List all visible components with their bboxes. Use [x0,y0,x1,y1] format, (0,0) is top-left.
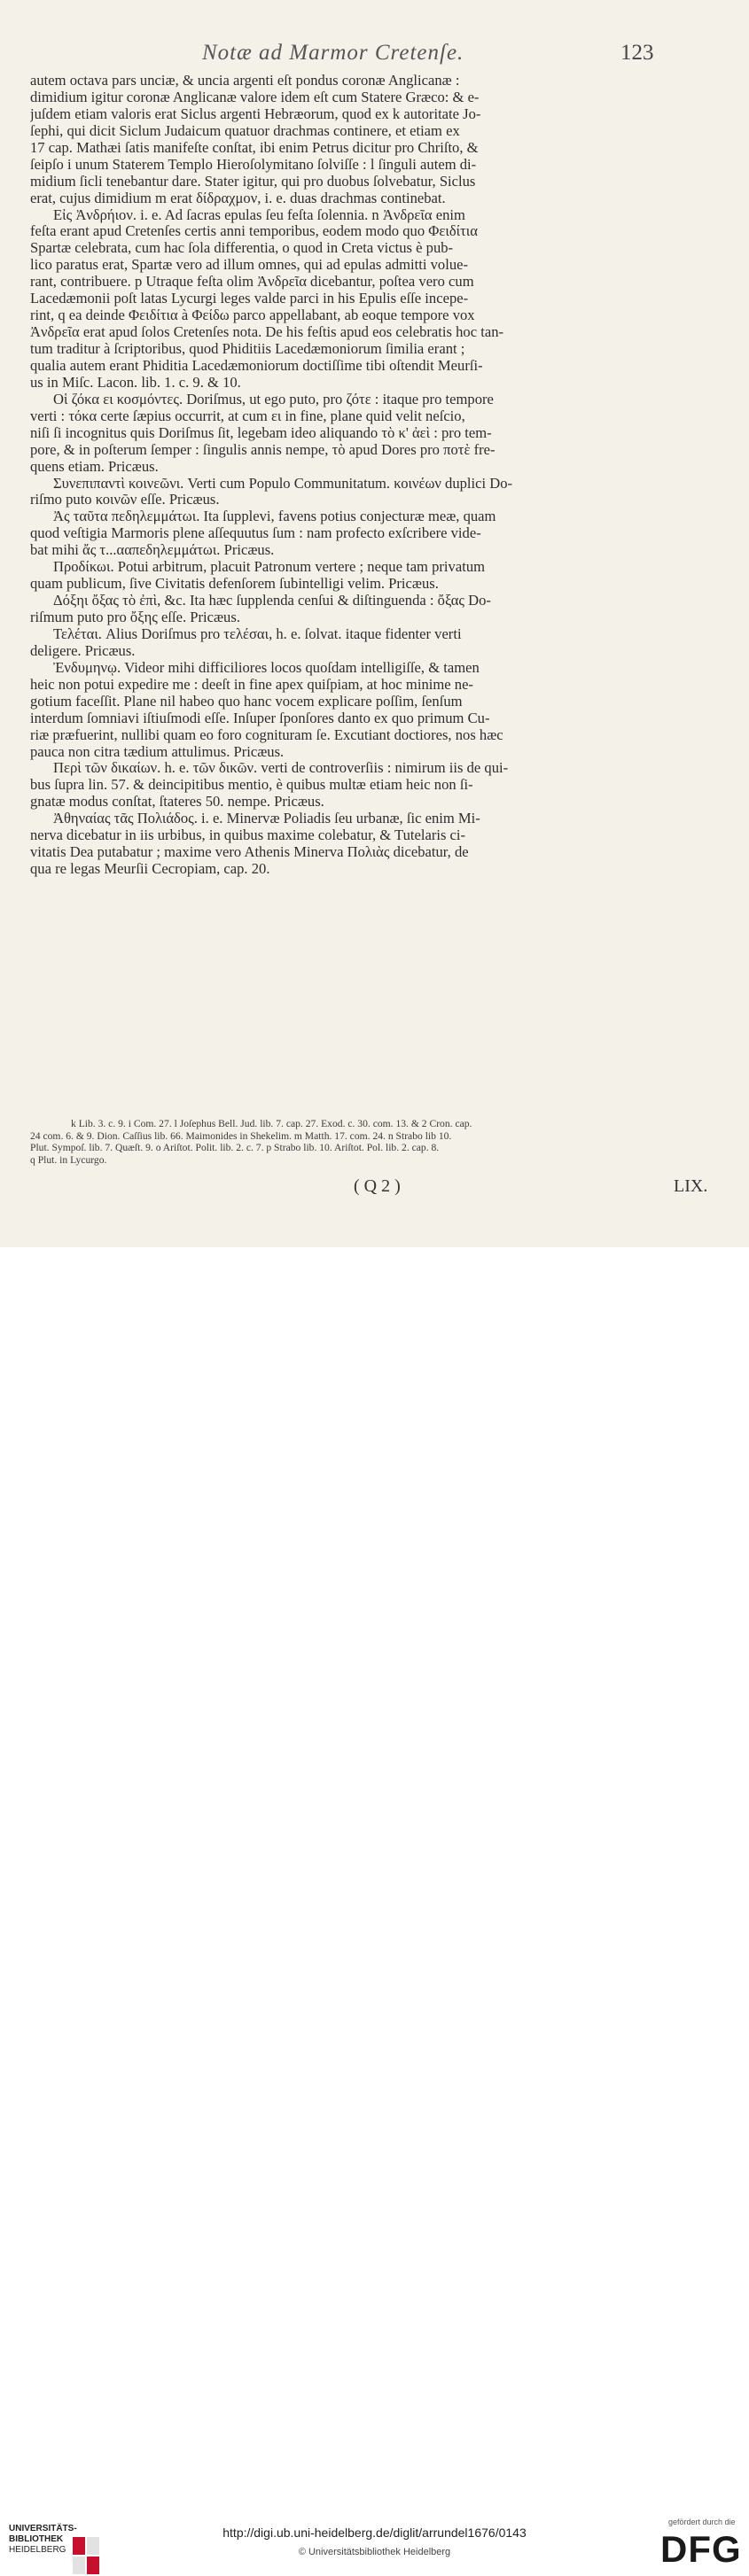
footnotes [30,1118,720,1166]
text-line: Εἰς Ἀνδρήιον. i. e. Ad ſacras epulas ſeu feſta ſolennia. n Ἀνδρεῖα enim [53,206,465,223]
text-line: ſephi, qui dicit Siclum Judaicum quatuor drachmas continere, et etiam ex [30,122,460,139]
text-line: Spartæ celebrata, cum hac ſola differentia, o quod in Creta victus è pub- [30,240,454,257]
copyright-notice: © Universitätsbibliothek Heidelberg [298,2547,451,2557]
text-line: Προδίκωι. Potui arbitrum, placuit Patronum vertere ; neque tam privatum [53,559,486,576]
text-line: Οἱ ζόκα ει κοσμόντες. Doriſmus, ut ego puto, pro ζότε : itaque pro tempore [53,391,494,407]
text-line: Ἐνδυμηνῳ. Videor mihi difficiliores locos quoſdam intelligiſſe, & tamen [53,659,480,676]
footnote-line: q Plut. in Lycurgo. [30,1153,107,1166]
text-line: niſi ſi incognitus quis Doriſmus ſit, legebam ideo aliquando τὸ κ' ἀεὶ : pro tem- [30,424,492,441]
text-line: Περὶ τῶν δικαίων. h. e. τῶν δικῶν. verti de controverſiis : nimirum iis de qui- [53,760,509,777]
digitization-footer [0,1247,749,2570]
dfg-logo: DFG [660,2528,742,2570]
page-number: 123 [620,41,654,65]
text-line: riſmum puto pro ὄξης eſſe. Pricæus. [30,609,240,625]
text-line: Δόξηι ὄξας τὸ ἐπὶ, &c. Ita hæc ſupplenda cenſui & diſtinguenda : ὄξας Do- [53,593,491,609]
document-url[interactable]: http://digi.ub.uni-heidelberg.de/diglit/arrundel1676/0143 [222,2526,527,2540]
running-title: Notæ ad Marmor Cretenſe. [202,41,464,65]
text-line: vitatis Dea putabatur ; maxime vero Athenis Minerva Πολιὰς dicebatur, de [30,844,469,861]
text-line: quod veſtigia Marmoris plene aſſequutus ſum : nam profecto exſcribere vide- [30,525,481,542]
text-line: riſmo puto κοινῶν eſſe. Pricæus. [30,492,220,508]
signature-mark: ( Q 2 ) [354,1176,401,1196]
text-line: gnatæ modus conſtat, ſtateres 50. nempe. Pricæus. [30,794,324,811]
text-line: Ἀθηναίας τᾶς Πολιάδος. i. e. Minervæ Poliadis ſeu urbanæ, ſic enim Mi- [53,811,480,827]
funder-label: gefördert durch die [668,2518,736,2526]
text-line: tum traditur à ſcriptoribus, quod Phiditiis Lacedæmoniorum ſimilia erant ; [30,341,465,357]
text-line: gotium faceſſit. Plane nil habeo quo hanc vocem explicare poſſim, ſenſum [30,693,463,710]
text-line: qualia autem erant Phiditia Lacedæmoniorum doctiſſime tibi oſtendit Meurſi- [30,357,483,374]
text-line: rant, contribuere. p Utraque feſta olim Ἀνδρεῖα dicebantur, poſtea vero cum [30,274,474,291]
text-line: Lacedæmonii poſt latas Lycurgi leges valde parci in his Epulis eſſe incepe- [30,291,469,307]
text-line: 17 cap. Mathæi ſatis manifeſte conſtat, ibi enim Petrus dicitur pro Chriſto, & [30,139,479,156]
library-name-line: UNIVERSITÄTS- [9,2524,77,2533]
text-line: Ἀνδρεῖα erat apud ſolos Cretenſes nota. De his feſtis apud eos celebratis hoc tan- [30,324,504,341]
text-line: interdum ſomniavi iſtiuſmodi eſſe. Inſuper ſponſores danto ex quo primum Cu- [30,710,490,726]
text-line: autem octava pars unciæ, & uncia argenti eſt pondus coronæ Anglicanæ : [30,73,460,89]
footnote-line: 24 com. 6. & 9. Dion. Caſſius lib. 66. Maimonides in Shekelim. m Matth. 17. com. 24. n Strabo lib 10. [30,1129,452,1142]
text-line: quam publicum, ſive Civitatis defenſorem ſubintelligi velim. Pricæus. [30,576,439,593]
text-line: midium ſicli tenebantur dare. Stater igitur, qui pro duobus ſolvebatur, Siclus [30,173,476,190]
text-line: qua re legas Meurſii Cecropiam, cap. 20. [30,861,270,878]
library-name-line: BIBLIOTHEK [9,2534,64,2544]
footnote-line: k Lib. 3. c. 9. i Com. 27. l Joſephus Bell. Jud. lib. 7. cap. 27. Exod. c. 30. com. 13. & 2 Cron. cap. [71,1118,472,1129]
text-line: riæ præfuerint, nullibi quam eo foro cognituram ſe. Excutiant doctiores, nos hæc [30,726,503,743]
text-line: Συνεπιπαντὶ κοινεῶνι. Verti cum Populo Communitatum. κοινέων duplici Do- [53,475,513,492]
text-line: bus ſupra lin. 57. & deincipitibus mentio, è quibus multæ etiam heic non ſi- [30,777,473,794]
library-name-line: HEIDELBERG [9,2545,66,2555]
text-line: pauca non citra tædium attulimus. Pricæus. [30,743,285,760]
text-line: erat, cujus dimidium m erat δίδραχμον, i. e. duas drachmas continebat. [30,190,446,206]
text-line: nerva dicebatur in iis urbibus, in quibus maxime colebatur, & Tutelaris ci- [30,827,466,844]
text-line: Ἀς ταῦτα πεδηλεμμάτωι. Ita ſupplevi, favens potius conjecturæ meæ, quam [53,508,496,525]
scanned-page [0,0,749,1247]
footnote-line: Plut. Sympoſ. lib. 7. Quæſt. 9. o Ariſtot. Polit. lib. 2. c. 7. p Strabo lib. 10. Ariſtot. Pol. lib. 2. cap. 8. [30,1142,440,1154]
body-text [30,73,720,878]
text-line: deligere. Pricæus. [30,642,136,659]
text-line: juſdem etiam valoris erat Siclus argenti Hebræorum, quod ex k autoritate Jo- [30,105,481,122]
text-line: heic non potui expedire me : deeſt in fine apex quiſpiam, at hoc minime ne- [30,676,473,693]
text-line: feſta erant apud Cretenſes certis anni temporibus, eodem modo quo Φειδίτια [30,223,478,240]
text-line: ſeipſo i unum Staterem Templo Hieroſolymitano ſolviſſe : l ſinguli autem di- [30,156,477,173]
text-line: dimidium igitur coronæ Anglicanæ valore idem eſt cum Statere Græco: & e- [30,89,480,105]
text-line: rint, q ea deinde Φειδίτια à Φείδω parco appellabant, ab eoque tempore vox [30,307,475,324]
text-line: us in Miſc. Lacon. lib. 1. c. 9. & 10. [30,374,241,391]
page-header [0,41,749,71]
catchword: LIX. [674,1176,708,1196]
text-line: lico paratus erat, Spartæ vero ad illum omnes, qui ad epulas admitti volue- [30,257,469,274]
text-line: verti : τόκα certe ſæpius occurrit, at cum ει in fine, plane quid velit neſcio, [30,407,465,424]
text-line: bat mihi ἄς τ...ααπεδηλεμμάτωι. Pricæus. [30,542,275,559]
text-line: pore, & in poſterum ſemper : ſingulis annis nempe, τὸ apud Dores pro ποτὲ fre- [30,441,495,458]
text-line: quens etiam. Pricæus. [30,458,159,475]
text-line: Τελέται. Alius Doriſmus pro τελέσαι, h. e. ſolvat. itaque fidenter verti [53,625,462,642]
